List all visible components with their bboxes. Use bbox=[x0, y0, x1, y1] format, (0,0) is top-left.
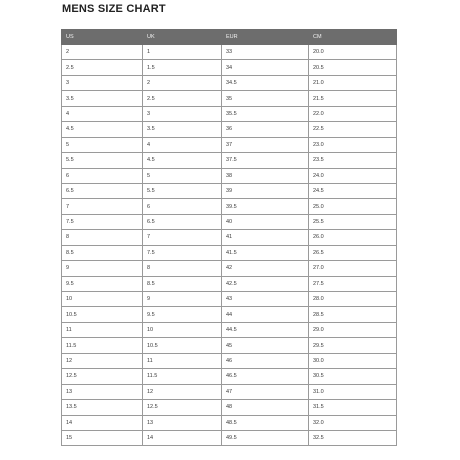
cell-uk: 13 bbox=[143, 415, 222, 430]
cell-eur: 40 bbox=[222, 214, 309, 229]
table-row bbox=[62, 245, 397, 260]
table-row bbox=[62, 353, 397, 368]
cell-cm: 26.5 bbox=[309, 245, 397, 260]
cell-us: 3 bbox=[62, 75, 143, 90]
table-row bbox=[62, 45, 397, 60]
cell-us: 12.5 bbox=[62, 369, 143, 384]
cell-cm: 23.5 bbox=[309, 153, 397, 168]
cell-uk: 1.5 bbox=[143, 60, 222, 75]
table-row bbox=[62, 415, 397, 430]
cell-us: 9.5 bbox=[62, 276, 143, 291]
cell-uk: 5 bbox=[143, 168, 222, 183]
cell-eur: 37 bbox=[222, 137, 309, 152]
cell-cm: 27.0 bbox=[309, 261, 397, 276]
cell-us: 5 bbox=[62, 137, 143, 152]
table-row bbox=[62, 137, 397, 152]
header-row bbox=[62, 30, 397, 45]
table-row bbox=[62, 230, 397, 245]
page-title: MENS SIZE CHART bbox=[62, 3, 166, 15]
cell-us: 4.5 bbox=[62, 122, 143, 137]
cell-eur: 41.5 bbox=[222, 245, 309, 260]
cell-cm: 22.5 bbox=[309, 122, 397, 137]
table-body bbox=[62, 45, 397, 446]
cell-eur: 33 bbox=[222, 45, 309, 60]
cell-cm: 26.0 bbox=[309, 230, 397, 245]
cell-eur: 39 bbox=[222, 183, 309, 198]
cell-eur: 39.5 bbox=[222, 199, 309, 214]
cell-us: 12 bbox=[62, 353, 143, 368]
cell-cm: 29.5 bbox=[309, 338, 397, 353]
table-row bbox=[62, 153, 397, 168]
cell-uk: 3.5 bbox=[143, 122, 222, 137]
cell-uk: 6.5 bbox=[143, 214, 222, 229]
cell-cm: 32.5 bbox=[309, 430, 397, 445]
cell-uk: 14 bbox=[143, 430, 222, 445]
cell-us: 5.5 bbox=[62, 153, 143, 168]
cell-us: 7 bbox=[62, 199, 143, 214]
cell-us: 10 bbox=[62, 292, 143, 307]
cell-eur: 46.5 bbox=[222, 369, 309, 384]
cell-cm: 28.5 bbox=[309, 307, 397, 322]
cell-cm: 30.0 bbox=[309, 353, 397, 368]
cell-uk: 8.5 bbox=[143, 276, 222, 291]
cell-cm: 31.0 bbox=[309, 384, 397, 399]
cell-uk: 7 bbox=[143, 230, 222, 245]
cell-cm: 21.0 bbox=[309, 75, 397, 90]
cell-cm: 22.0 bbox=[309, 106, 397, 121]
table-row bbox=[62, 168, 397, 183]
cell-cm: 30.5 bbox=[309, 369, 397, 384]
cell-us: 2 bbox=[62, 45, 143, 60]
column-header-us: US bbox=[62, 30, 143, 45]
cell-cm: 20.0 bbox=[309, 45, 397, 60]
cell-us: 6.5 bbox=[62, 183, 143, 198]
table-row bbox=[62, 261, 397, 276]
table-row bbox=[62, 60, 397, 75]
cell-uk: 1 bbox=[143, 45, 222, 60]
cell-eur: 49.5 bbox=[222, 430, 309, 445]
table-row bbox=[62, 338, 397, 353]
cell-uk: 12.5 bbox=[143, 400, 222, 415]
cell-eur: 43 bbox=[222, 292, 309, 307]
cell-eur: 35 bbox=[222, 91, 309, 106]
cell-uk: 11 bbox=[143, 353, 222, 368]
cell-eur: 44 bbox=[222, 307, 309, 322]
table-row bbox=[62, 322, 397, 337]
cell-uk: 9 bbox=[143, 292, 222, 307]
cell-us: 7.5 bbox=[62, 214, 143, 229]
column-header-eur: EUR bbox=[222, 30, 309, 45]
cell-cm: 25.5 bbox=[309, 214, 397, 229]
cell-us: 11 bbox=[62, 322, 143, 337]
cell-us: 14 bbox=[62, 415, 143, 430]
cell-uk: 7.5 bbox=[143, 245, 222, 260]
table-row bbox=[62, 75, 397, 90]
cell-us: 13 bbox=[62, 384, 143, 399]
cell-cm: 32.0 bbox=[309, 415, 397, 430]
cell-eur: 48.5 bbox=[222, 415, 309, 430]
table-row bbox=[62, 106, 397, 121]
cell-us: 3.5 bbox=[62, 91, 143, 106]
cell-cm: 31.5 bbox=[309, 400, 397, 415]
cell-cm: 28.0 bbox=[309, 292, 397, 307]
cell-eur: 45 bbox=[222, 338, 309, 353]
cell-us: 4 bbox=[62, 106, 143, 121]
table-row bbox=[62, 384, 397, 399]
cell-uk: 4 bbox=[143, 137, 222, 152]
cell-us: 8.5 bbox=[62, 245, 143, 260]
column-header-uk: UK bbox=[143, 30, 222, 45]
cell-uk: 10 bbox=[143, 322, 222, 337]
table-row bbox=[62, 276, 397, 291]
cell-cm: 27.5 bbox=[309, 276, 397, 291]
table-row bbox=[62, 199, 397, 214]
table-row bbox=[62, 91, 397, 106]
cell-eur: 37.5 bbox=[222, 153, 309, 168]
cell-eur: 35.5 bbox=[222, 106, 309, 121]
cell-cm: 29.0 bbox=[309, 322, 397, 337]
cell-cm: 24.0 bbox=[309, 168, 397, 183]
cell-eur: 34 bbox=[222, 60, 309, 75]
cell-us: 6 bbox=[62, 168, 143, 183]
table-row bbox=[62, 214, 397, 229]
cell-cm: 21.5 bbox=[309, 91, 397, 106]
cell-uk: 2 bbox=[143, 75, 222, 90]
cell-cm: 23.0 bbox=[309, 137, 397, 152]
table-row bbox=[62, 183, 397, 198]
table-row bbox=[62, 400, 397, 415]
cell-uk: 6 bbox=[143, 199, 222, 214]
cell-us: 13.5 bbox=[62, 400, 143, 415]
cell-eur: 42.5 bbox=[222, 276, 309, 291]
cell-us: 11.5 bbox=[62, 338, 143, 353]
cell-uk: 11.5 bbox=[143, 369, 222, 384]
cell-eur: 42 bbox=[222, 261, 309, 276]
cell-uk: 8 bbox=[143, 261, 222, 276]
cell-us: 8 bbox=[62, 230, 143, 245]
cell-uk: 2.5 bbox=[143, 91, 222, 106]
cell-eur: 41 bbox=[222, 230, 309, 245]
cell-uk: 3 bbox=[143, 106, 222, 121]
cell-eur: 47 bbox=[222, 384, 309, 399]
cell-cm: 24.5 bbox=[309, 183, 397, 198]
cell-eur: 44.5 bbox=[222, 322, 309, 337]
table-row bbox=[62, 292, 397, 307]
table-header bbox=[62, 30, 397, 45]
cell-uk: 5.5 bbox=[143, 183, 222, 198]
cell-us: 9 bbox=[62, 261, 143, 276]
cell-uk: 12 bbox=[143, 384, 222, 399]
cell-eur: 38 bbox=[222, 168, 309, 183]
size-chart-table bbox=[61, 29, 397, 446]
table-row bbox=[62, 369, 397, 384]
cell-us: 10.5 bbox=[62, 307, 143, 322]
column-header-cm: CM bbox=[309, 30, 397, 45]
cell-us: 2.5 bbox=[62, 60, 143, 75]
cell-uk: 9.5 bbox=[143, 307, 222, 322]
cell-eur: 36 bbox=[222, 122, 309, 137]
cell-eur: 48 bbox=[222, 400, 309, 415]
cell-cm: 20.5 bbox=[309, 60, 397, 75]
table-row bbox=[62, 307, 397, 322]
table-row bbox=[62, 122, 397, 137]
cell-cm: 25.0 bbox=[309, 199, 397, 214]
cell-eur: 34.5 bbox=[222, 75, 309, 90]
cell-us: 15 bbox=[62, 430, 143, 445]
cell-eur: 46 bbox=[222, 353, 309, 368]
cell-uk: 10.5 bbox=[143, 338, 222, 353]
cell-uk: 4.5 bbox=[143, 153, 222, 168]
table-row bbox=[62, 430, 397, 445]
